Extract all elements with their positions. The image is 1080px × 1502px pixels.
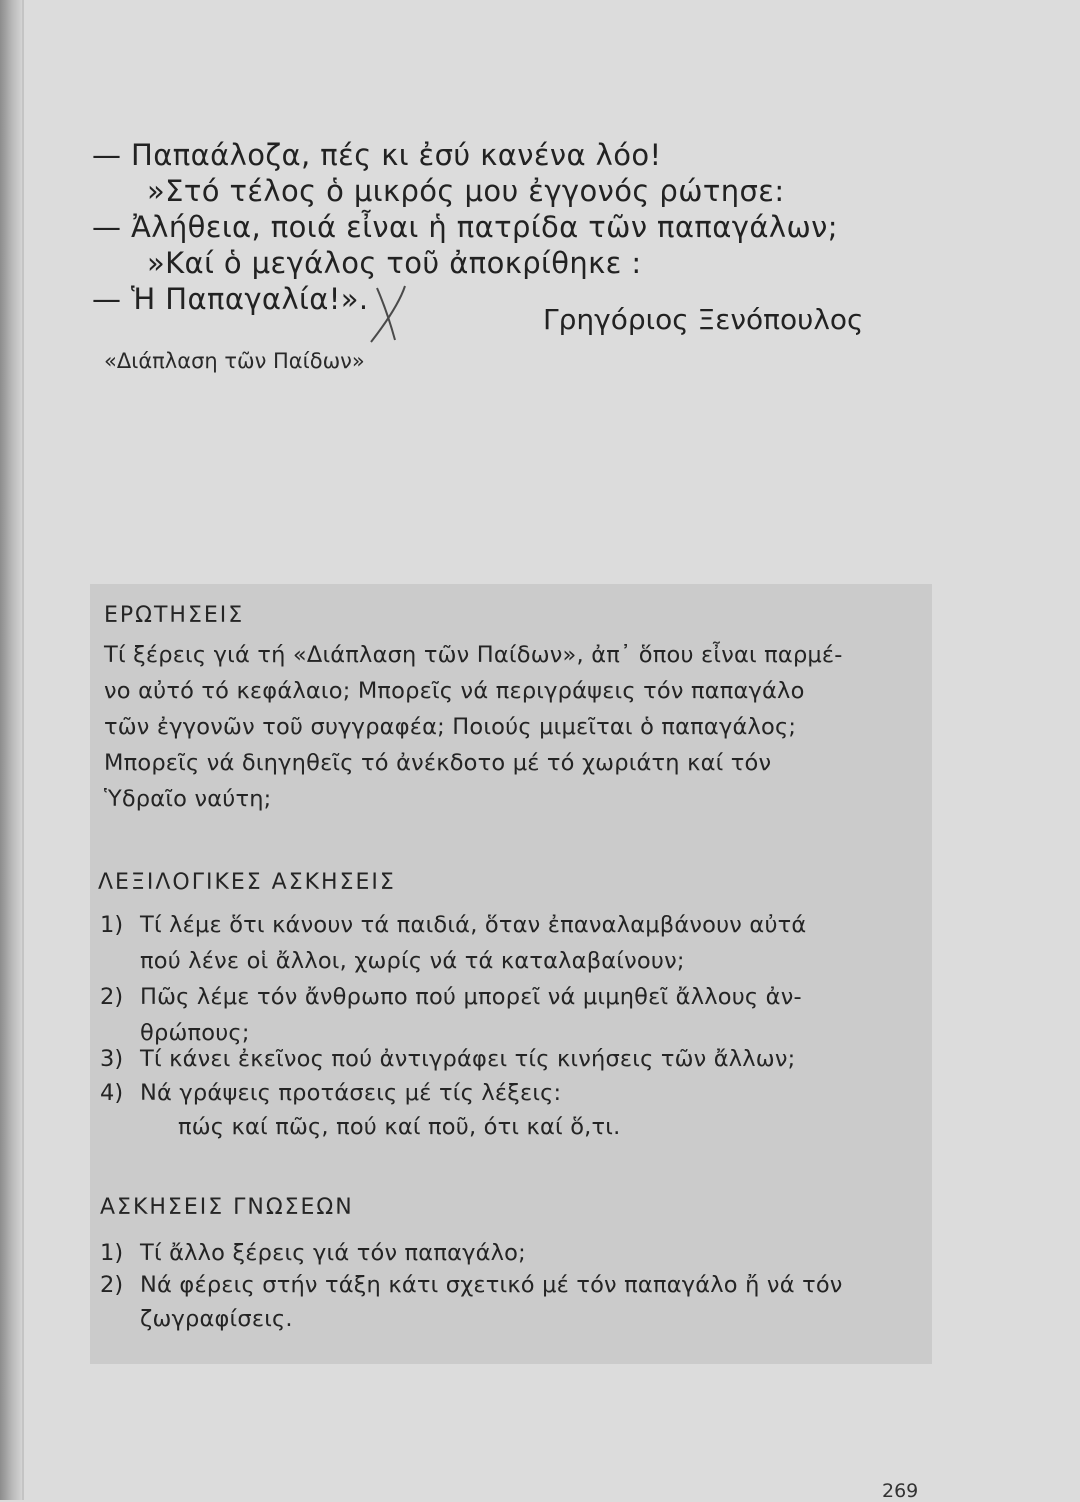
list-item-line: Νά φέρεις στήν τάξη κάτι σχετικό μέ τόν παπαγάλο ἤ νά τόν <box>140 1272 843 1298</box>
page-binding-line <box>22 0 24 1500</box>
item-number: 1) <box>100 912 124 938</box>
list-item-line: θρώπους; <box>140 1020 250 1046</box>
page-number: 269 <box>882 1480 919 1502</box>
item-number: 2) <box>100 1272 124 1298</box>
list-item-line: Τί κάνει ἐκεῖνος πού ἀντιγράφει τίς κινήσεις τῶν ἄλλων; <box>140 1046 796 1072</box>
list-item-line: Νά γράψεις προτάσεις μέ τίς λέξεις: <box>140 1080 562 1106</box>
item-number: 2) <box>100 984 124 1010</box>
list-item-line: πού λένε οἱ ἄλλοι, χωρίς νά τά καταλαβαίνουν; <box>140 948 685 974</box>
list-item-line: ζωγραφίσεις. <box>140 1306 293 1332</box>
knowledge-heading: ΑΣΚΗΣΕΙΣ ΓΝΩΣΕΩΝ <box>100 1195 354 1220</box>
poem-line: — Ἀλήθεια, ποιά εἶναι ἡ πατρίδα τῶν παπαγάλων; <box>92 210 838 244</box>
handwritten-check-mark <box>365 282 415 344</box>
list-item-line: Τί λέμε ὅτι κάνουν τά παιδιά, ὅταν ἐπαναλαμβάνουν αὐτά <box>140 912 807 938</box>
list-item-line: Τί ἄλλο ξέρεις γιά τόν παπαγάλο; <box>140 1240 526 1266</box>
paragraph-line: Μπορεῖς νά διηγηθεῖς τό ἀνέκδοτο μέ τό χωριάτη καί τόν <box>104 750 772 776</box>
poem-line: »Στό τέλος ὁ μικρός μου ἐγγονός ρώτησε: <box>147 174 785 208</box>
page-binding-edge <box>0 0 22 1500</box>
paragraph-line: Τί ξέρεις γιά τή «Διάπλαση τῶν Παίδων», ἀπ᾽ ὅπου εἶναι παρμέ- <box>104 642 843 668</box>
questions-heading: ΕΡΩΤΗΣΕΙΣ <box>104 603 245 628</box>
item-number: 1) <box>100 1240 124 1266</box>
item-number: 3) <box>100 1046 124 1072</box>
vocabulary-heading: ΛΕΞΙΛΟΓΙΚΕΣ ΑΣΚΗΣΕΙΣ <box>98 870 396 895</box>
poem-line: — Ἡ Παπαγαλία!». <box>92 282 369 316</box>
author-name: Γρηγόριος Ξενόπουλος <box>543 303 864 336</box>
poem-line: »Καί ὁ μεγάλος τοῦ ἀποκρίθηκε : <box>147 246 642 280</box>
paragraph-line: Ὑδραῖο ναύτη; <box>104 786 272 812</box>
paragraph-line: τῶν ἐγγονῶν τοῦ συγγραφέα; Ποιούς μιμεῖται ὁ παπαγάλος; <box>104 714 797 740</box>
list-item-line: πώς καί πῶς, πού καί ποῦ, ότι καί ὅ,τι. <box>178 1114 621 1140</box>
list-item-line: Πῶς λέμε τόν ἄνθρωπο πού μπορεῖ νά μιμηθεῖ ἄλλους ἀν- <box>140 984 802 1010</box>
poem-line: — Παπαάλοζα, πές κι ἐσύ κανένα λόο! <box>92 138 662 172</box>
source-citation: «Διάπλαση τῶν Παίδων» <box>104 349 365 373</box>
paragraph-line: νο αὐτό τό κεφάλαιο; Μπορεῖς νά περιγράψεις τόν παπαγάλο <box>104 678 805 704</box>
item-number: 4) <box>100 1080 124 1106</box>
